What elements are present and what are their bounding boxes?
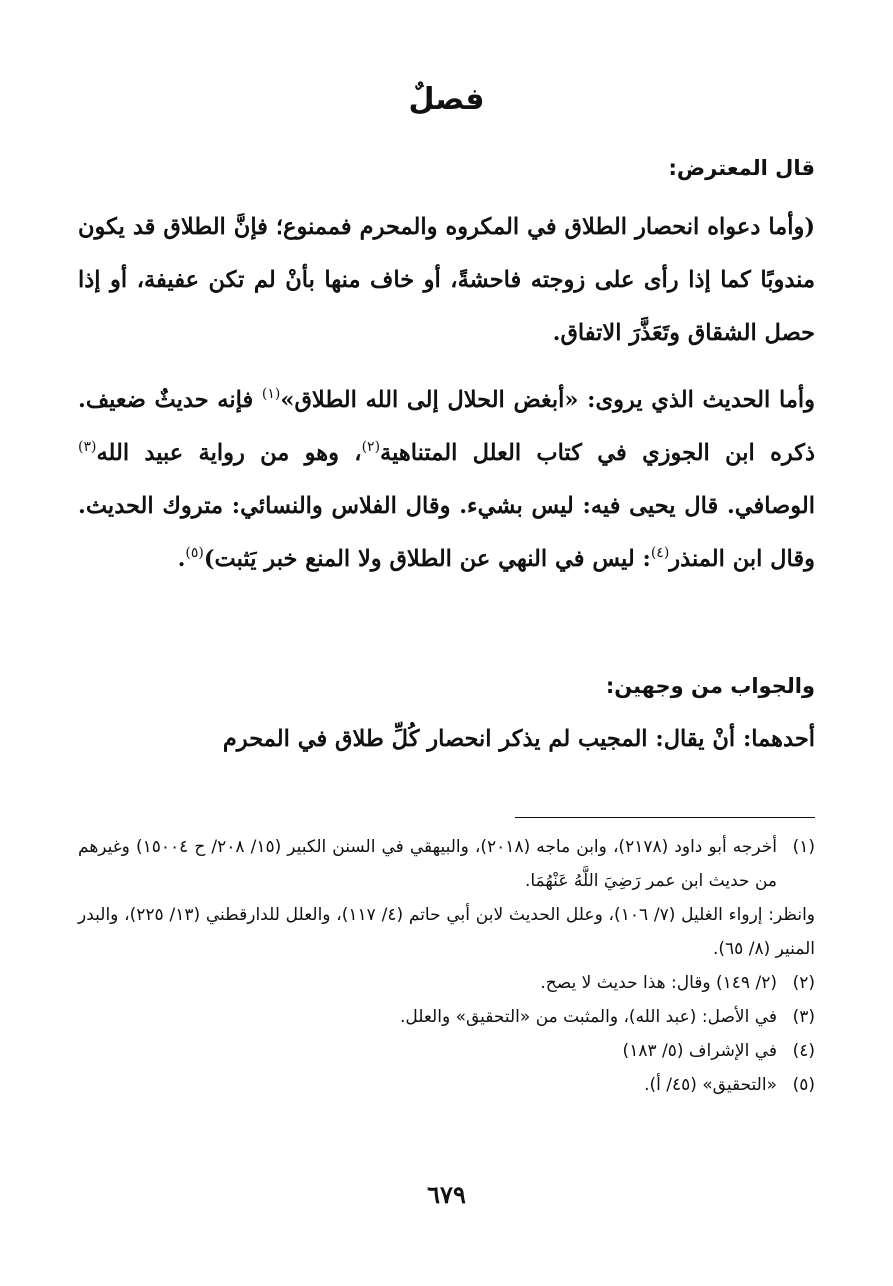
footnote-text: في الأصل: (عبد الله)، والمثبت من «التحقيق» والعلل. [399,1007,777,1027]
footnote-item [78,1034,815,1068]
footnote-ref: (٤) [650,545,670,561]
paragraph-answer: أحدهما: أنْ يقال: المجيب لم يذكر انحصار كُلِّ طلاق في المحرم [222,726,815,752]
footnote-number: (٥) [792,1075,815,1095]
objector-heading: قال المعترض: [668,156,815,180]
footnote-separator [515,817,815,818]
footnote-item [78,966,815,1000]
paragraph-hadith-text: وأما الحديث الذي يروى: «أبغض الحلال إلى الله الطلاق» [280,387,815,413]
footnote-number: (٢) [792,973,815,993]
paragraph-hadith [78,374,815,586]
page-number: ٦٧٩ [427,1180,466,1209]
footnote-text: «التحقيق» (٤٥/ أ). [644,1075,777,1095]
paragraph-hadith-text: . [177,546,186,572]
paragraph-hadith-text: فإنه حديثٌ ضعيف. ذكره ابن الجوزي في كتاب العلل المتناهية [78,387,815,466]
footnote-ref: (٥) [185,545,204,561]
footnote-text: أخرجه أبو داود (٢١٧٨)، وابن ماجه (٢٠١٨)، والبيهقي في السنن الكبير (١٥/ ٢٠٨/ ح ١٥٠٠٤) وغيرهم من حديث ابن عمر رَضِيَ اللَّهُ عَنْهُمَا. [78,837,777,891]
footnote-text: في الإشراف (٥/ ١٨٣) [622,1041,777,1061]
paragraph-objection: (وأما دعواه انحصار الطلاق في المكروه والمحرم فممنوع؛ فإنَّ الطلاق قد يكون مندوبًا كما إذا رأى على زوجته فاحشةً، أو خاف منها بأنْ لم تكن عفيفة، أو إذا حصل الشقاق وتَعَذَّرَ الاتفاق. [78,214,815,346]
footnote-item [78,1000,815,1034]
section-title: فصلٌ [408,82,485,117]
paragraph-hadith-text: ، وهو من رواية عبيد الله [96,440,362,466]
paragraph-hadith-text: الوصافي. قال يحيى فيه: ليس بشيء. وقال الفلاس والنسائي: متروك الحديث. وقال ابن المنذر [78,493,815,572]
footnote-number: (١) [792,837,815,857]
footnote-number: (٣) [792,1007,815,1027]
footnote-ref: (٣) [78,439,97,455]
paragraph-hadith-text: : ليس في النهي عن الطلاق ولا المنع خبر يَثبت) [203,546,651,572]
footnote-item [78,830,815,898]
footnote-ref: (٢) [361,439,381,455]
footnote-number: (٤) [792,1041,815,1061]
footnote-text: (٢/ ١٤٩) وقال: هذا حديث لا يصح. [540,973,777,993]
footnote-continuation: وانظر: إرواء الغليل (٧/ ١٠٦)، وعلل الحديث لابن أبي حاتم (٤/ ١١٧)، والعلل للدارقطني (١٣/ ٢٢٥)، والبدر المنير (٨/ ٦٥). [78,905,816,959]
footnote-ref: (١) [261,386,281,402]
footnotes-section [78,830,815,1102]
footnote-item [78,1068,815,1102]
answer-heading: والجواب من وجهين: [605,674,815,698]
